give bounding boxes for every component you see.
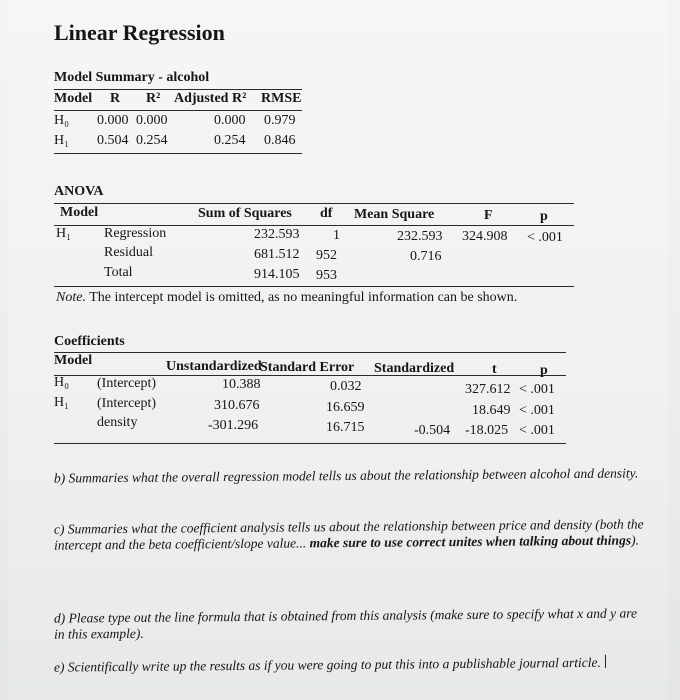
col-header-model: Model — [54, 353, 93, 368]
page-title: Linear Regression — [54, 20, 225, 45]
table-cell: 16.659 — [326, 400, 365, 415]
col-header-f: F — [484, 208, 493, 223]
table-rule — [54, 352, 566, 353]
table-cell: -18.025 — [465, 423, 509, 438]
anova-caption: ANOVA — [54, 184, 104, 199]
table-cell: 681.512 — [254, 247, 300, 262]
table-cell: Regression — [104, 226, 167, 241]
col-header-df: df — [320, 206, 333, 221]
col-header-t: t — [492, 362, 497, 377]
table-cell: 0.254 — [136, 133, 168, 148]
table-cell: 0.504 — [97, 133, 129, 148]
table-cell: H₁ — [56, 226, 71, 241]
table-cell: density — [97, 415, 138, 430]
table-cell: 16.715 — [326, 420, 365, 435]
question-e-text: e) Scientifically write up the results as if you were going to put this into a publishable journal article. — [53, 654, 601, 675]
table-cell: H₁ — [54, 133, 69, 148]
table-cell: 310.676 — [214, 398, 260, 413]
table-cell: < .001 — [527, 230, 563, 245]
note-label: Note. — [56, 290, 86, 305]
table-cell: -0.504 — [414, 423, 451, 438]
table-cell: 232.593 — [397, 229, 443, 244]
table-cell: < .001 — [519, 403, 555, 418]
table-cell: 0.000 — [136, 113, 168, 128]
table-cell: H₀ — [54, 113, 69, 128]
col-header-standard-error: Standard Error — [260, 360, 355, 375]
col-header-model: Model — [54, 91, 93, 106]
col-header-sum-of-squares: Sum of Squares — [198, 206, 292, 221]
model-summary-caption: Model Summary - alcohol — [54, 70, 210, 85]
table-cell: 0.032 — [330, 379, 362, 394]
table-cell: 952 — [316, 248, 337, 263]
table-cell: 0.000 — [214, 113, 246, 128]
question-b: b) Summaries what the overall regression model tells us about the relationship between alcohol and density. — [53, 465, 639, 486]
document-sheet — [8, 0, 668, 700]
table-cell: 0.000 — [97, 113, 129, 128]
table-cell: (Intercept) — [97, 396, 157, 411]
table-cell: (Intercept) — [97, 376, 157, 391]
text-cursor — [605, 655, 606, 668]
question-c-end: ). — [630, 532, 639, 548]
question-c — [54, 516, 650, 553]
table-cell: 914.105 — [254, 267, 300, 282]
table-cell: 327.612 — [465, 382, 511, 397]
table-cell: -301.296 — [208, 418, 259, 433]
table-cell: 10.388 — [222, 377, 261, 392]
col-header-standardized: Standardized — [374, 361, 455, 376]
table-cell: 0.254 — [214, 133, 246, 148]
col-header-mean-square: Mean Square — [354, 207, 435, 222]
table-cell: 0.716 — [410, 249, 442, 264]
table-cell: < .001 — [519, 423, 555, 438]
col-header-r: R — [110, 91, 121, 106]
table-cell: H₁ — [54, 395, 69, 410]
table-cell: 324.908 — [462, 229, 508, 244]
question-c-text: c) Summaries what the coefficient analysis tells us about the relationship between price and density (both the intercept and the beta coefficient/slope value... — [53, 516, 644, 553]
table-rule — [54, 443, 566, 444]
table-cell: 0.979 — [264, 113, 296, 128]
col-header-unstandardized: Unstandardized — [166, 359, 262, 374]
table-cell: Total — [104, 265, 133, 280]
col-header-rmse: RMSE — [261, 91, 302, 106]
table-rule — [54, 153, 302, 154]
table-cell: 1 — [333, 228, 340, 243]
question-c-emphasis: make sure to use correct unites when talking about things — [309, 532, 632, 551]
col-header-adjusted-r2: Adjusted R² — [174, 91, 247, 106]
table-rule — [54, 89, 302, 90]
col-header-model: Model — [60, 205, 99, 220]
table-rule — [54, 203, 574, 204]
col-header-p: p — [540, 209, 548, 224]
col-header-r2: R² — [146, 91, 161, 106]
table-cell: 0.846 — [264, 133, 296, 148]
anova-note — [56, 290, 517, 306]
note-text: The intercept model is omitted, as no meaningful information can be shown. — [89, 290, 518, 305]
coefficients-caption: Coefficients — [54, 334, 125, 349]
table-cell: < .001 — [519, 382, 555, 397]
table-rule — [54, 286, 574, 287]
table-cell: 953 — [316, 268, 337, 283]
table-cell: 232.593 — [254, 227, 300, 242]
table-cell: H₀ — [54, 375, 69, 390]
table-cell: 18.649 — [472, 403, 511, 418]
table-rule — [54, 110, 302, 111]
col-header-p: p — [540, 363, 548, 378]
table-cell: Residual — [104, 245, 153, 260]
question-d: d) Please type out the line formula that is obtained from this analysis (make sure to specify what x and y are in this example). — [53, 605, 638, 642]
